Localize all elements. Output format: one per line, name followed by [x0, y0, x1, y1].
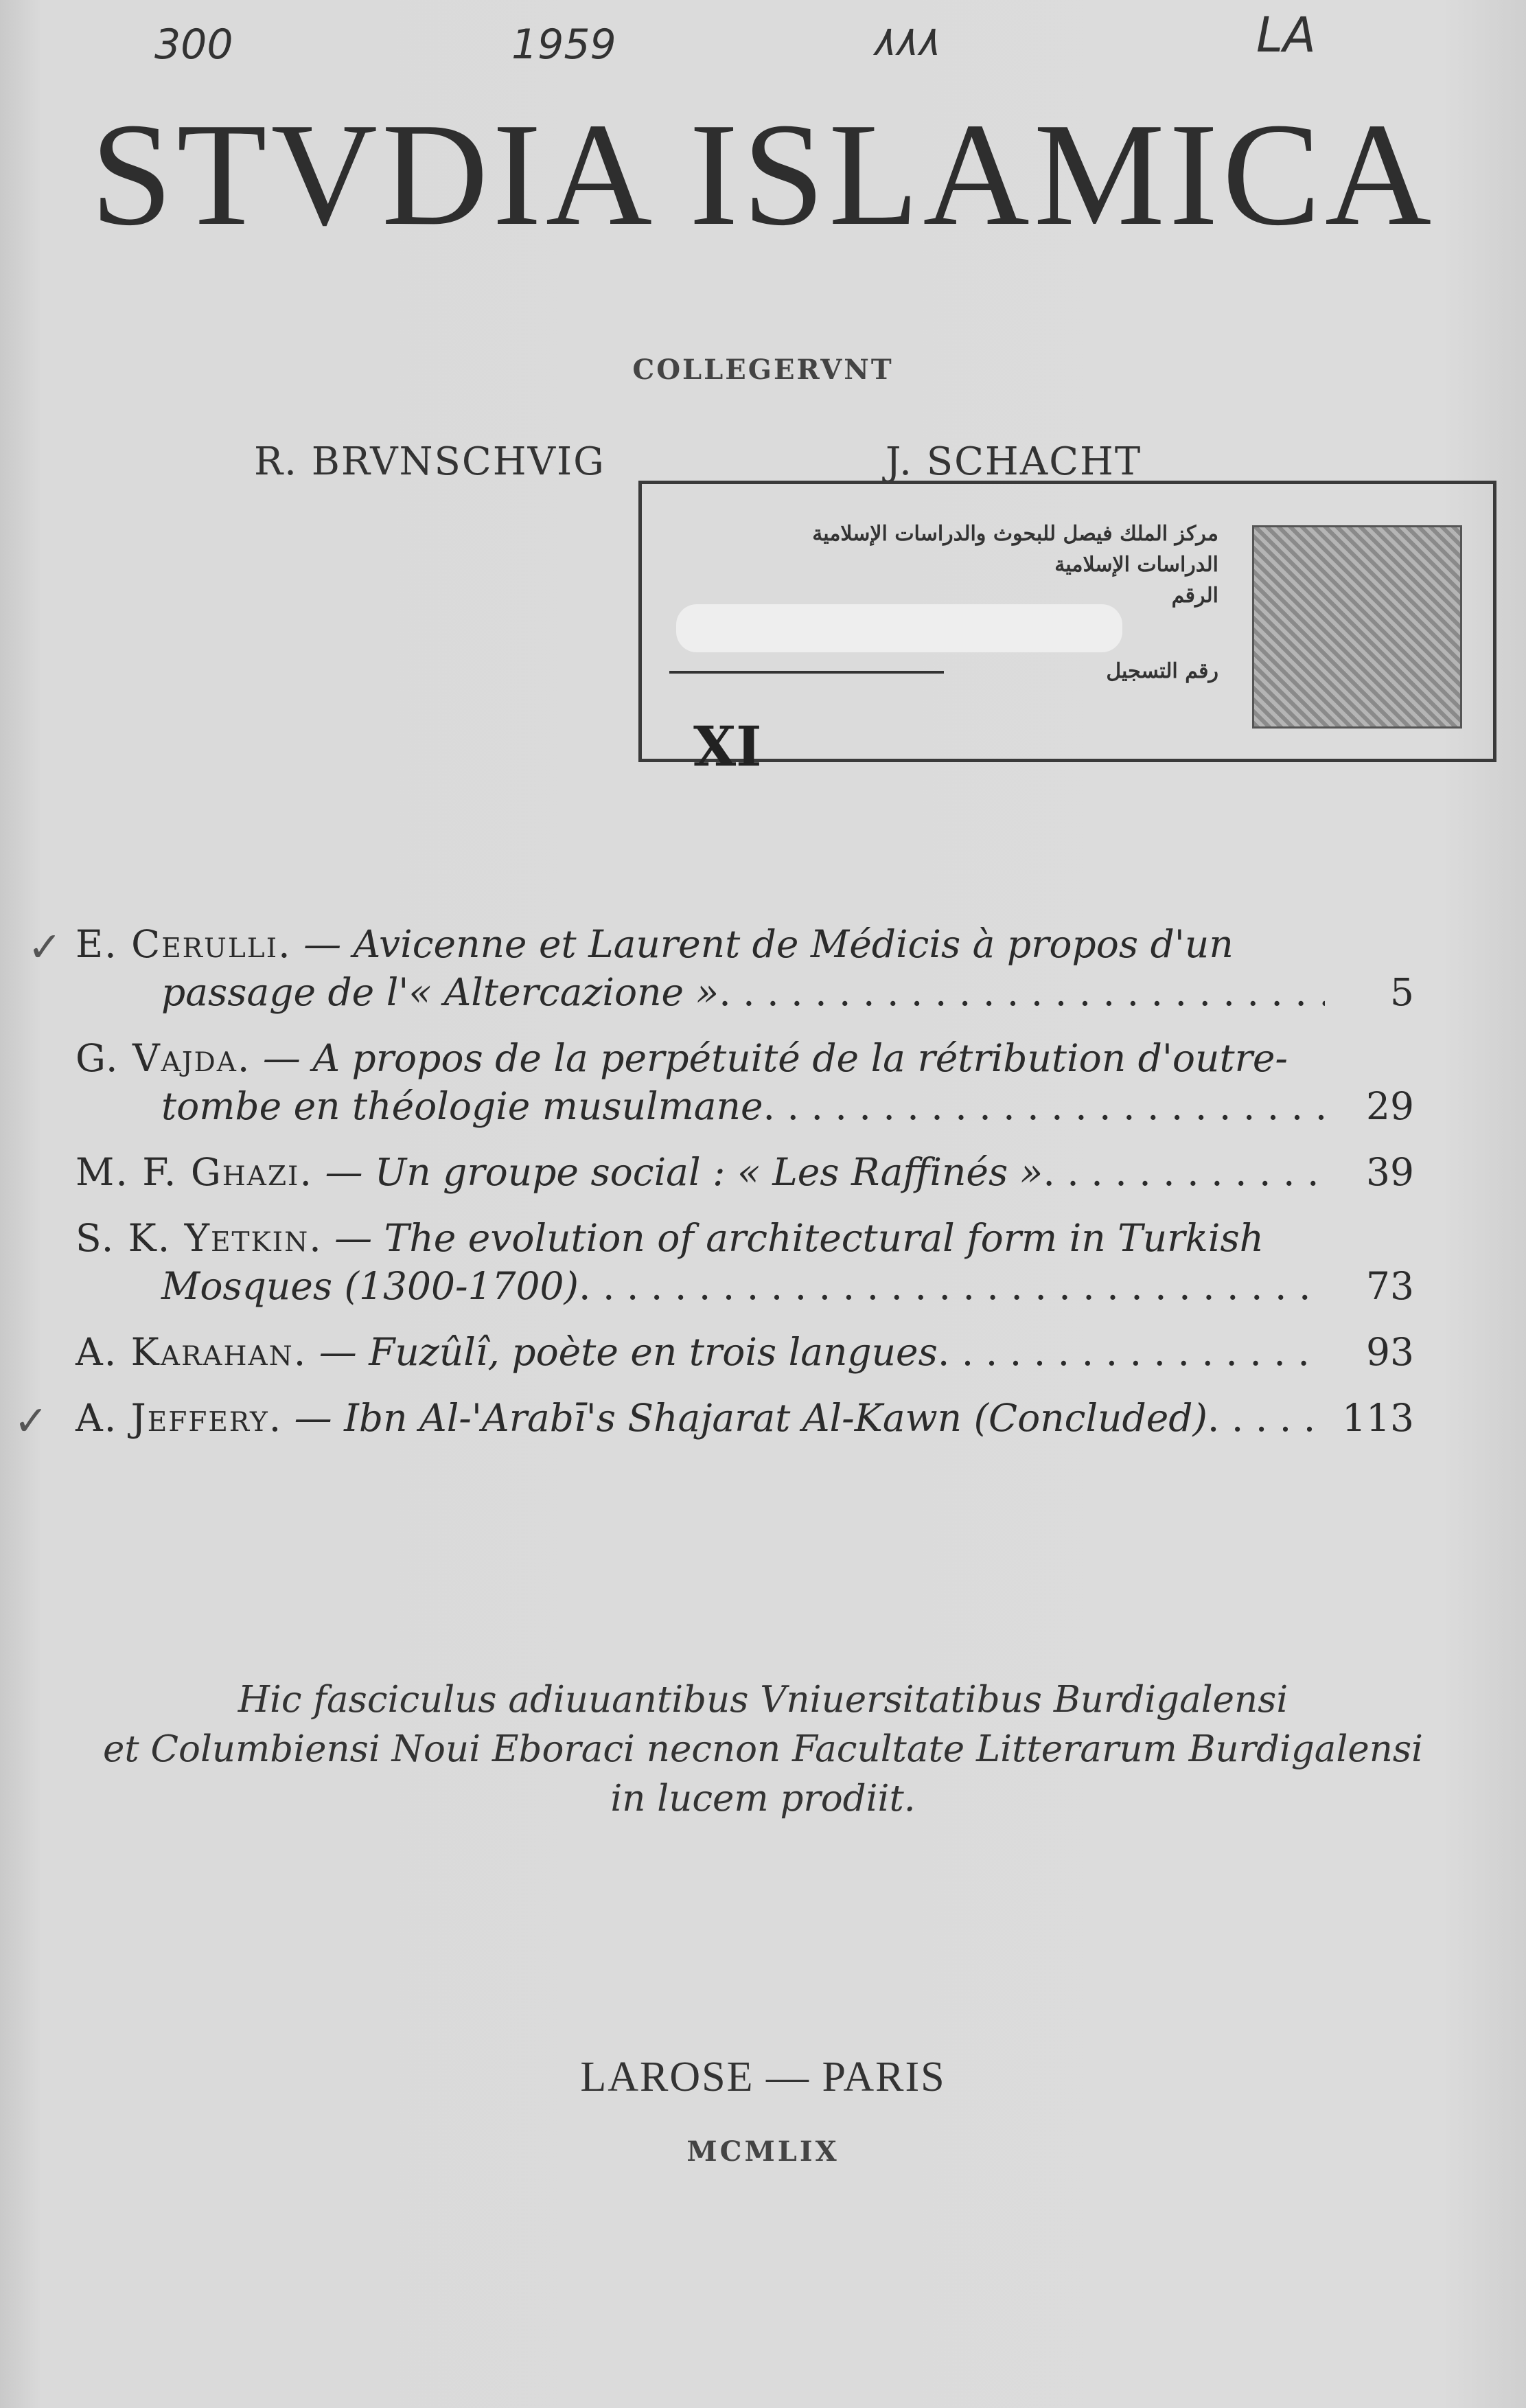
stamp-line-4: رقم التسجيل: [1106, 659, 1218, 683]
stamp-line-1: مركز الملك فيصل للبحوث والدراسات الإسلامية: [812, 522, 1218, 546]
toc-title-cont: tombe en théologie musulmane: [161, 1084, 763, 1128]
funding-note: [0, 1675, 1526, 1824]
toc-title: — Fuzûlî, poète en trois langues: [319, 1330, 938, 1374]
handwritten-number: 300: [154, 21, 233, 69]
journal-title: STVDIA ISLAMICA: [90, 92, 1436, 256]
toc-entry: [76, 1148, 1414, 1196]
stamp-line-3: الرقم: [1171, 584, 1218, 608]
table-of-contents: [76, 920, 1414, 1460]
toc-entry: [76, 1214, 1414, 1310]
toc-title-cont: Mosques (1300-1700): [161, 1264, 579, 1308]
toc-title: — Avicenne et Laurent de Médicis à propos d'un: [303, 922, 1234, 966]
toc-title: — Ibn Al-'Arabī's Shajarat Al-Kawn (Concluded): [294, 1396, 1207, 1440]
check-mark-icon: ✓: [14, 1397, 49, 1445]
check-mark-icon: ✓: [27, 924, 62, 972]
volume-number: XI: [693, 714, 762, 779]
toc-author: A. Jeffery.: [76, 1396, 283, 1440]
publisher: LAROSE — PARIS: [580, 2054, 946, 2100]
editor-schacht: J. SCHACHT: [886, 439, 1142, 484]
stamp-emblem-image: [1252, 525, 1462, 729]
toc-title: — The evolution of architectural form in Turkish: [334, 1216, 1264, 1260]
toc-entry: [76, 1394, 1414, 1442]
stamp-redaction: [676, 604, 1122, 652]
toc-title: — A propos de la perpétuité de la rétribution d'outre-: [262, 1036, 1288, 1080]
stamp-line-2: الدراسات الإسلامية: [1054, 553, 1218, 577]
toc-entry: [76, 1328, 1414, 1376]
toc-page: 39: [1366, 1150, 1414, 1194]
collegervnt-label: COLLEGERVNT: [632, 354, 894, 386]
publication-year: MCMLIX: [686, 2135, 840, 2168]
stamp-underline: [669, 671, 944, 674]
handwritten-year: 1959: [511, 21, 616, 69]
toc-page: 5: [1390, 970, 1414, 1014]
toc-author: S. K. Yetkin.: [76, 1216, 323, 1260]
editor-brunschvig: R. BRVNSCHVIG: [254, 439, 605, 484]
note-line: et Columbiensi Noui Eboraci necnon Facultate Litterarum Burdigalensi: [102, 1728, 1424, 1770]
toc-page: 93: [1366, 1330, 1414, 1374]
toc-author: G. Vajda.: [76, 1036, 251, 1080]
note-line: in lucem prodiit.: [610, 1778, 916, 1820]
library-stamp: [638, 481, 1496, 762]
toc-entry: [76, 1034, 1414, 1130]
toc-author: A. Karahan.: [76, 1330, 308, 1374]
note-line: Hic fasciculus adiuuantibus Vniuersitatibus Burdigalensi: [238, 1679, 1288, 1721]
toc-author: M. F. Ghazi.: [76, 1150, 313, 1194]
toc-page: 29: [1366, 1084, 1414, 1128]
handwritten-initials: LA: [1256, 7, 1316, 63]
toc-author: E. Cerulli.: [76, 922, 292, 966]
toc-page: 113: [1342, 1396, 1414, 1440]
toc-title-cont: passage de l'« Altercazione »: [161, 970, 719, 1014]
toc-title: — Un groupe social : « Les Raffinés »: [325, 1150, 1043, 1194]
handwritten-arabic-number: ٨٨٨: [872, 17, 938, 65]
toc-entry: [76, 920, 1414, 1016]
toc-page: 73: [1366, 1264, 1414, 1308]
